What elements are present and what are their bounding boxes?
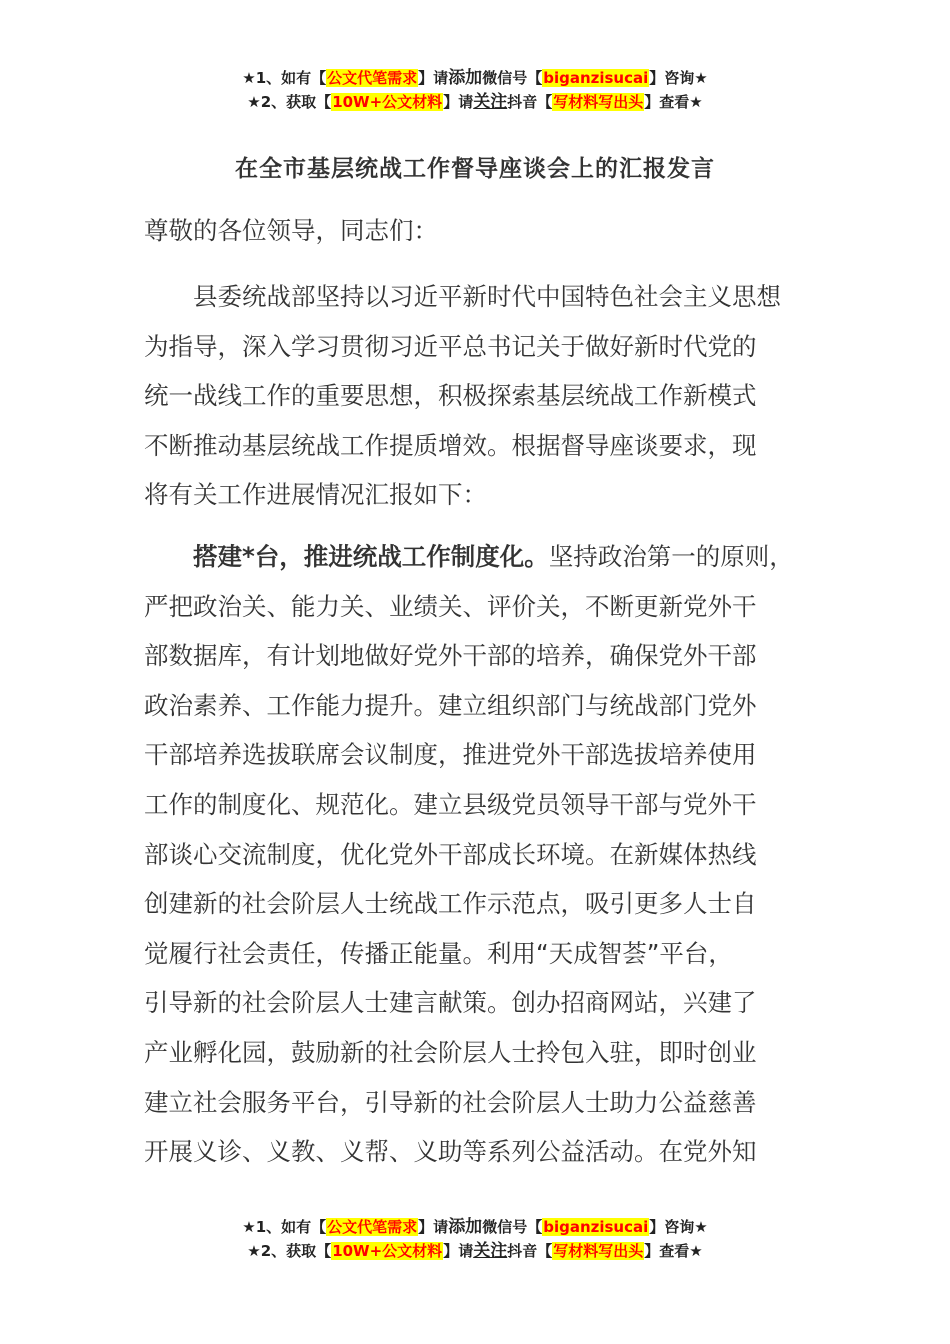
banner-highlight: 公文代笔需求	[327, 1218, 418, 1236]
banner-text: ★1、如有【	[242, 1218, 327, 1236]
banner-text: 】请	[418, 1218, 449, 1236]
paragraph-line: 创建新的社会阶层人士统战工作示范点，吸引更多人士自	[144, 889, 757, 919]
banner-text: 】请	[443, 93, 474, 111]
banner-emphasis: 关注	[473, 1241, 508, 1261]
banner-emphasis: 关注	[473, 92, 508, 112]
banner-text: 】请	[418, 69, 449, 87]
banner-highlight: 写材料写出头	[553, 93, 644, 111]
paragraph-line: 统一战线工作的重要思想，积极探索基层统战工作新模式	[144, 381, 757, 411]
salutation: 尊敬的各位领导，同志们：	[144, 216, 438, 245]
banner-text: 】查看★	[644, 93, 703, 111]
paragraph-line: 搭建*台，推进统战工作制度化。坚持政治第一的原则，	[193, 542, 794, 571]
paragraph-line: 产业孵化园，鼓励新的社会阶层人士拎包入驻，即时创业	[144, 1037, 757, 1067]
paragraph-line: 将有关工作进展情况汇报如下：	[144, 480, 487, 510]
paragraph-line: 为指导，深入学习贯彻习近平总书记关于做好新时代党的	[144, 331, 757, 361]
paragraph-line: 工作的制度化、规范化。建立县级党员领导干部与党外干	[144, 789, 757, 819]
banner-line-1	[0, 66, 950, 90]
banner-text: 微信号【	[482, 1218, 543, 1236]
banner-highlight: 写材料写出头	[553, 1242, 644, 1260]
section-heading: 搭建*台，推进统战工作制度化。	[193, 542, 549, 571]
banner-text: 】咨询★	[649, 69, 708, 87]
banner-text: ★1、如有【	[242, 69, 327, 87]
banner-text: 】查看★	[644, 1242, 703, 1260]
paragraph-line: 建立社会服务平台，引导新的社会阶层人士助力公益慈善	[144, 1087, 757, 1117]
paragraph-line: 部谈心交流制度，优化党外干部成长环境。在新媒体热线	[144, 839, 757, 869]
paragraph-line: 县委统战部坚持以习近平新时代中国特色社会主义思想	[193, 282, 781, 311]
paragraph-line: 觉履行社会责任，传播正能量。利用“天成智荟”平台，	[144, 938, 733, 968]
banner-line-2	[0, 90, 950, 114]
header-banner	[0, 66, 950, 114]
banner-highlight: biganzisucai	[543, 69, 649, 87]
banner-text: 微信号【	[482, 69, 543, 87]
paragraph-line: 不断推动基层统战工作提质增效。根据督导座谈要求，现	[144, 430, 757, 460]
banner-emphasis: 添加	[448, 1217, 483, 1237]
banner-text: 抖音【	[507, 1242, 553, 1260]
banner-text: ★2、获取【	[247, 1242, 332, 1260]
banner-line-1	[0, 1215, 950, 1239]
banner-highlight: 公文代笔需求	[327, 69, 418, 87]
banner-highlight: biganzisucai	[543, 1218, 649, 1236]
banner-text: 】请	[443, 1242, 474, 1260]
banner-line-2	[0, 1239, 950, 1263]
banner-highlight: 10W+公文材料	[332, 93, 443, 111]
paragraph-section-1	[144, 532, 824, 1177]
banner-emphasis: 添加	[448, 68, 483, 88]
paragraph-intro	[144, 272, 824, 520]
paragraph-line: 引导新的社会阶层人士建言献策。创办招商网站，兴建了	[144, 988, 757, 1018]
paragraph-line: 干部培养选拔联席会议制度，推进党外干部选拔培养使用	[144, 740, 757, 770]
banner-text: 抖音【	[507, 93, 553, 111]
banner-highlight: 10W+公文材料	[332, 1242, 443, 1260]
banner-text: 】咨询★	[649, 1218, 708, 1236]
footer-banner	[0, 1215, 950, 1263]
paragraph-line: 部数据库，有计划地做好党外干部的培养，确保党外干部	[144, 641, 757, 671]
paragraph-line: 政治素养、工作能力提升。建立组织部门与统战部门党外	[144, 690, 757, 720]
paragraph-line: 开展义诊、义教、义帮、义助等系列公益活动。在党外知	[144, 1137, 757, 1167]
paragraph-line: 严把政治关、能力关、业绩关、评价关，不断更新党外干	[144, 591, 757, 621]
document-title: 在全市基层统战工作督导座谈会上的汇报发言	[235, 156, 715, 182]
banner-text: ★2、获取【	[247, 93, 332, 111]
